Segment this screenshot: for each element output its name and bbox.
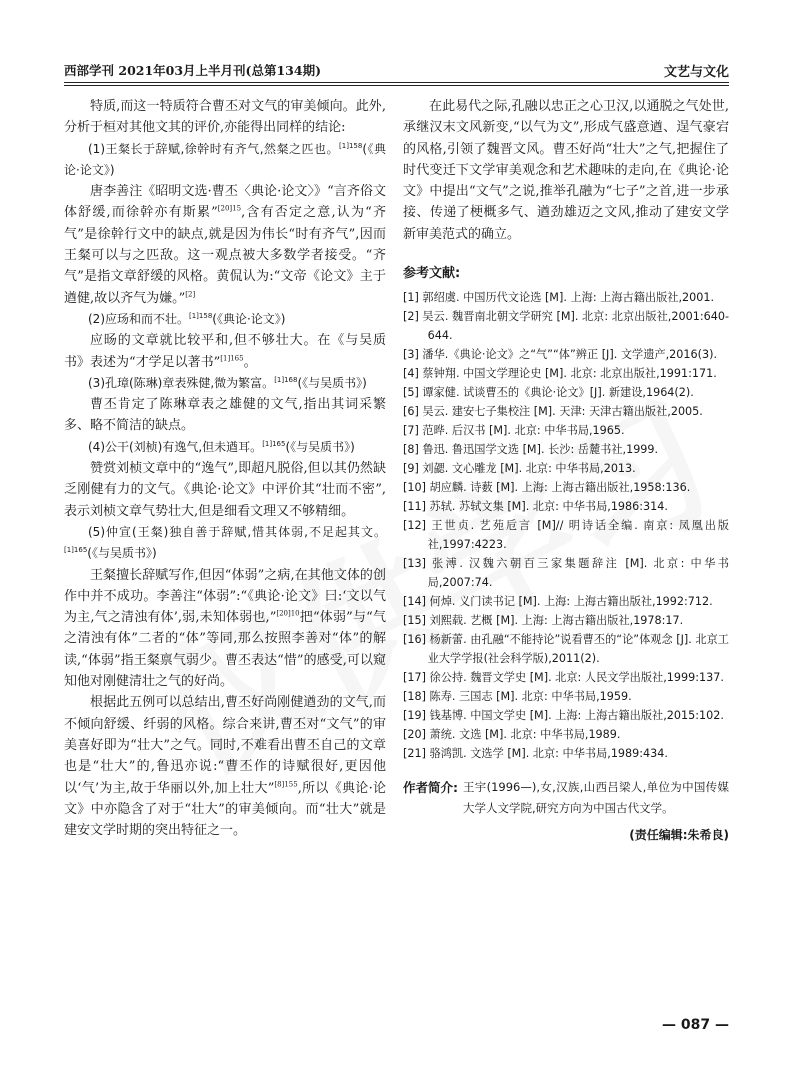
reference-item: [20] 萧统. 文选 [M]. 北京: 中华书局,1989. xyxy=(403,728,621,742)
paragraph-text: 赞赏刘桢文章中的“逸气”,即超凡脱俗,但以其仍然缺乏刚健有力的文气。《典论·论文》中评价其“壮而不密”,表示刘桢文章气势壮大,但是细看文理又不够精细。 xyxy=(64,461,386,519)
body-paragraph xyxy=(64,181,386,309)
reference-item: [13] 张溥. 汉魏六朝百三家集题辞注 [M]. 北京: 中华书局,2007:74. xyxy=(403,557,729,590)
citation-mark: [20]10 xyxy=(276,609,300,618)
reference-item: [11] 苏轼. 苏轼文集 [M]. 北京: 中华书局,1986:314. xyxy=(403,500,668,514)
page-header xyxy=(64,58,729,82)
paragraph-text-continued: (《典论·论文》) xyxy=(64,141,386,177)
page-number: — 087 — xyxy=(662,1017,729,1033)
body-paragraph xyxy=(64,565,386,693)
reference-item: [3] 潘华.《典论·论文》之“气”“体”辨正 [J]. 文学遗产,2016(3). xyxy=(403,348,718,362)
header-rule-thin xyxy=(64,85,729,86)
reference-item: [14] 何焯. 义门读书记 [M]. 上海: 上海古籍出版社,1992:712. xyxy=(403,595,713,609)
reference-item: [8] 鲁迅. 鲁迅国学文选 [M]. 长沙: 岳麓书社,1999. xyxy=(403,443,659,457)
reference-item: [21] 骆鸿凯. 文选学 [M]. 北京: 中华书局,1989:434. xyxy=(403,747,668,761)
paragraph-text-continued: (《典论·论文》) xyxy=(212,311,286,326)
paragraph-text-continued: ,所以《典论·论文》中亦隐含了对于“壮大”的审美倾向。而“壮大”就是建安文学时期的突出特征之一。 xyxy=(64,780,387,839)
citation-mark: [20]15 xyxy=(217,205,242,214)
body-paragraph xyxy=(64,458,386,522)
quoted-example xyxy=(64,139,386,182)
body-paragraph xyxy=(64,394,386,437)
quoted-example xyxy=(64,522,386,565)
citation-mark: [1]168 xyxy=(274,375,298,384)
quoted-example xyxy=(64,437,386,458)
header-rule xyxy=(64,82,729,83)
paragraph-text: (4)公干(刘桢)有逸气,但未遒耳。 xyxy=(88,439,263,454)
reference-item: [12] 王世贞. 艺苑卮言 [M]// 明诗话全编. 南京: 凤凰出版社,1997:4223. xyxy=(403,519,729,552)
reference-item: [16] 杨新蕾. 由孔融“不能持论”说看曹丕的“论”体观念 [J]. 北京工业大学学报(社会科学版),2011(2). xyxy=(403,633,729,666)
journal-title: 西部学刊 2021年03月上半月刊(总第134期) xyxy=(64,63,321,78)
paragraph-text-continued: (《与吴质书》) xyxy=(87,546,157,561)
reference-item: [7] 范晔. 后汉书 [M]. 北京: 中华书局,1965. xyxy=(403,424,625,438)
reference-item: [5] 谭家健. 试谈曹丕的《典论·论文》[J]. 新建设,1964(2). xyxy=(403,386,694,400)
reference-list xyxy=(403,288,729,763)
author-text: 王宇(1996—),女,汉族,山西吕梁人,单位为中国传媒大学人文学院,研究方向为中国古代文学。 xyxy=(463,780,729,816)
section-title: 文艺与文化 xyxy=(663,65,729,80)
paragraph-text: 曹丕肯定了陈琳章表之雄健的文气,指出其词采繁多、略不简洁的缺点。 xyxy=(64,397,386,434)
responsible-editor: (责任编辑:朱希良) xyxy=(629,828,729,843)
quoted-example xyxy=(64,309,386,330)
paragraph-text: (2)应玚和而不壮。 xyxy=(88,311,189,326)
paragraph-text-continued: (《与吴质书》) xyxy=(285,439,355,454)
author-label: 作者简介: xyxy=(403,780,458,796)
citation-mark: [1]165 xyxy=(262,439,286,448)
closing-paragraph: 在此易代之际,孔融以忠正之心卫汉,以通脱之气处世,承继汉末文风新变,“以气为文”,形成气盛意遒、逞气豪宕的风格,引领了魏晋文风。曹丕好尚“壮大”之气,把握住了时代变迁下文学审美观念和艺术趣味的走向,在《典论·论文》中提出“文气”之说,推举孔融为“七子”之首,进一步承接、传递了梗概多气、遒劲雄迈之文风,推动了建安文学新审美范式的确立。 xyxy=(403,99,729,242)
reference-item: [1] 郭绍虞. 中国历代文论选 [M]. 上海: 上海古籍出版社,2001. xyxy=(403,291,715,305)
paragraph-text: 根据此五例可以总结出,曹丕好尚刚健遒劲的文气,而不倾向舒缓、纤弱的风格。综合来讲,曹丕对“文气”的审美喜好即为“壮大”之气。同时,不难看出曹丕自己的文章也是“壮大”的,鲁迅亦说:“曹丕作的诗赋很好,更因他以‘气’为主,故于华丽以外,加上壮大” xyxy=(64,695,386,796)
author-info xyxy=(403,777,729,819)
paragraph-text: (1)王粲长于辞赋,徐幹时有齐气,然粲之匹也。 xyxy=(88,141,340,156)
citation-mark: [8]155 xyxy=(274,780,298,789)
reference-item: [2] 吴云. 魏晋南北朝文学研究 [M]. 北京: 北京出版社,2001:640-644. xyxy=(403,310,729,343)
reference-item: [10] 胡应麟. 诗薮 [M]. 上海: 上海古籍出版社,1958:136. xyxy=(403,481,691,495)
reference-item: [18] 陈寿. 三国志 [M]. 北京: 中华书局,1959. xyxy=(403,690,632,704)
paragraph-text-continued: 把“体弱”与“气之清浊有体”二者的“体”等同,那么按照李善对“体”的解读,“体弱”指王粲禀气弱少。曹丕表达“惜”的感受,可以窥知他对刚健清壮之气的好尚。 xyxy=(64,610,386,690)
paragraph-text: (5)仲宣(王粲)独自善于辞赋,惜其体弱,不足起其文。 xyxy=(88,524,386,539)
paragraph-text-continued: 。 xyxy=(243,354,257,370)
body-paragraph xyxy=(64,96,386,139)
paragraph-text: (3)孔璋(陈琳)章表殊健,微为繁富。 xyxy=(88,375,275,390)
reference-item: [15] 刘熙载. 艺概 [M]. 上海: 上海古籍出版社,1978:17. xyxy=(403,614,684,628)
reference-item: [9] 刘勰. 文心雕龙 [M]. 北京: 中华书局,2013. xyxy=(403,462,636,476)
body-paragraph xyxy=(64,692,386,841)
reference-item: [6] 吴云. 建安七子集校注 [M]. 天津: 天津古籍出版社,2005. xyxy=(403,405,703,419)
citation-mark: [2] xyxy=(185,290,196,299)
left-column xyxy=(64,96,386,841)
reference-item: [4] 蔡钟翔. 中国文学理论史 [M]. 北京: 北京出版社,1991:171. xyxy=(403,367,717,381)
quoted-example xyxy=(64,373,386,394)
body-paragraph xyxy=(64,330,386,373)
paragraph-text: 特质,而这一特质符合曹丕对文气的审美倾向。此外,分析于桓对其他文其的评价,亦能得出同样的结论: xyxy=(64,99,386,136)
paragraph-text: 王粲擅长辞赋写作,但因“体弱”之病,在其他文体的创作中并不成功。李善注“体弱”:“《典论·论文》曰:‘文以气为主,气之清浊有体’,弱,未知体弱也,” xyxy=(64,567,386,626)
paragraph-text: 应旸的文章就比较平和,但不够壮大。在《与吴质书》表述为“才学足以著书” xyxy=(64,333,386,370)
reference-item: [17] 徐公持. 魏晋文学史 [M]. 北京: 人民文学出版社,1999:137. xyxy=(403,671,724,685)
reference-item: [19] 钱基博. 中国文学史 [M]. 上海: 上海古籍出版社,2015:102. xyxy=(403,709,724,723)
right-column xyxy=(403,96,729,847)
references-title: 参考文献: xyxy=(403,266,461,282)
paragraph-text-continued: (《与吴质书》) xyxy=(297,375,367,390)
citation-mark: [1]165 xyxy=(64,546,88,555)
citation-mark: [1]165 xyxy=(220,354,244,363)
paragraph-text: 唐李善注《昭明文选·曹丕〈典论·论文〉》“言齐俗文体舒缓,而徐幹亦有斯累” xyxy=(64,184,386,221)
citation-mark: [1]158 xyxy=(189,311,213,320)
paragraph-text-continued: ,含有否定之意,认为“齐气”是徐幹行文中的缺点,就是因为伟长“时有齐气”,因而王粲可以与之匹敌。这一观点被大多数学者接受。“齐气”是指文章舒缓的风格。黄侃认为:“文帝《论文》主于遒健,故以齐气为嫌。” xyxy=(64,205,386,306)
citation-mark: [1]158 xyxy=(339,141,363,150)
